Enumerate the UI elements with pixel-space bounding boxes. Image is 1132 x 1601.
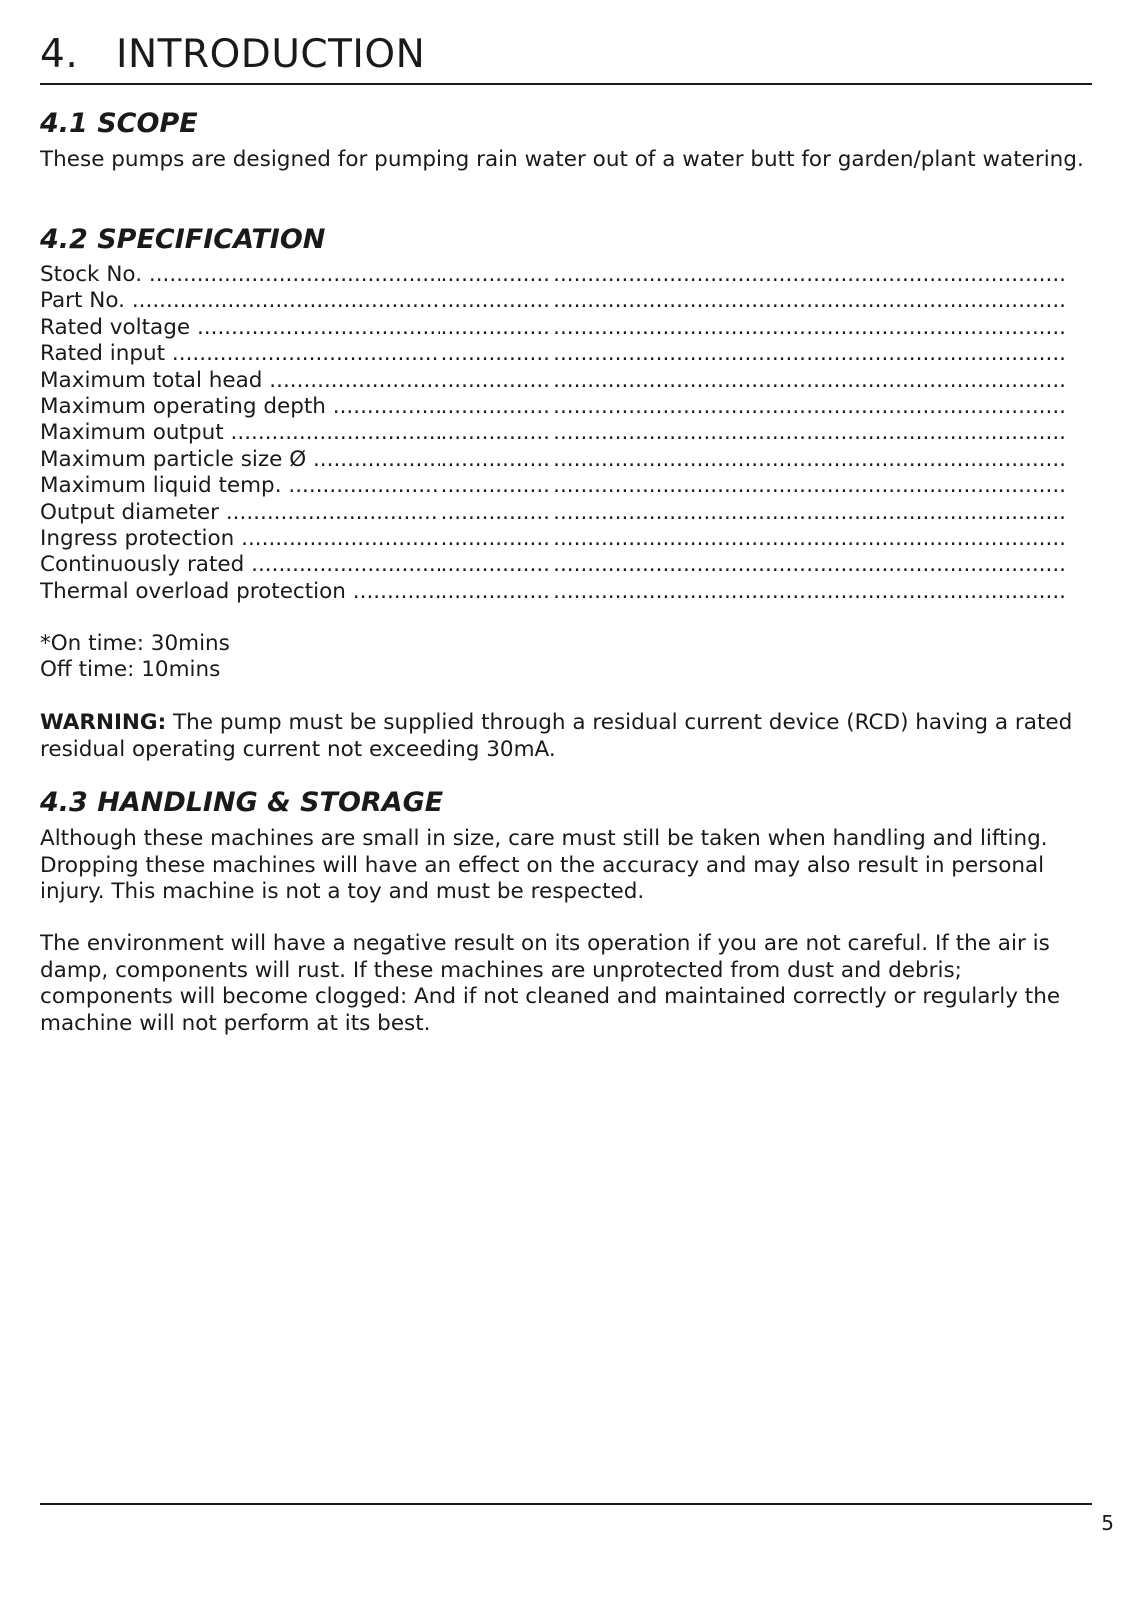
- spec-label: Output diameter .....: [40, 500, 440, 526]
- spec-value-3: [808, 368, 1068, 394]
- spec-value-1: [440, 473, 552, 499]
- specification-table: [40, 262, 1092, 605]
- spec-row: [40, 447, 1092, 473]
- spec-value-1: [440, 420, 552, 446]
- spec-value-3: [808, 500, 1068, 526]
- spec-row: [40, 500, 1092, 526]
- spec-label: Part No. .....: [40, 288, 440, 314]
- spec-value-2: [552, 552, 808, 578]
- spec-row: [40, 341, 1092, 367]
- handling-paragraph-2: The environment will have a negative result on its operation if you are not careful. If the air is damp, components will rust. If these machines are unprotected from dust and debris; components will become clogged: And if not cleaned and maintained correctly or regularly the machine will not perform at its best.: [40, 931, 1061, 1036]
- spec-value-1: [440, 341, 552, 367]
- chapter-title: [40, 32, 425, 77]
- spec-row: [40, 368, 1092, 394]
- scope-text: These pumps are designed for pumping rain water out of a water butt for garden/plant watering.: [40, 147, 1084, 172]
- spec-value-3: [808, 394, 1068, 420]
- spec-row: [40, 552, 1092, 578]
- spec-value-3: [808, 420, 1068, 446]
- spec-row: [40, 420, 1092, 446]
- handling-heading: 4.3 HANDLING & STORAGE: [40, 787, 444, 818]
- handling-paragraph-1: Although these machines are small in size, care must still be taken when handling and lifting. Dropping these machines will have an effect on the accuracy and may also result in personal injury. This machine is not a toy and must be respected.: [40, 826, 1048, 904]
- spec-value-3: [808, 473, 1068, 499]
- spec-value-2: [552, 262, 808, 288]
- warning-label: WARNING:: [40, 710, 167, 735]
- spec-value-1: [440, 262, 552, 288]
- on-time-note: *On time: 30mins: [40, 631, 230, 656]
- chapter-number: 4.: [40, 32, 79, 77]
- spec-value-1: [440, 288, 552, 314]
- spec-label: Maximum output .....: [40, 420, 440, 446]
- spec-value-3: [808, 315, 1068, 341]
- spec-label: Maximum particle size Ø .....: [40, 447, 440, 473]
- spec-value-3: [808, 447, 1068, 473]
- spec-label: Maximum liquid temp. .....: [40, 473, 440, 499]
- spec-row: [40, 315, 1092, 341]
- off-time-note: Off time: 10mins: [40, 657, 221, 682]
- specification-heading: 4.2 SPECIFICATION: [40, 224, 326, 255]
- spec-row: [40, 394, 1092, 420]
- spec-value-1: [440, 315, 552, 341]
- spec-value-2: [552, 447, 808, 473]
- spec-value-2: [552, 341, 808, 367]
- spec-value-1: [440, 579, 552, 605]
- spec-label: Stock No. .....: [40, 262, 440, 288]
- spec-value-1: [440, 368, 552, 394]
- spec-row: [40, 526, 1092, 552]
- spec-value-1: [440, 526, 552, 552]
- chapter-title-text: INTRODUCTION: [116, 32, 426, 77]
- spec-label: Rated voltage .....: [40, 315, 440, 341]
- spec-value-2: [552, 368, 808, 394]
- scope-heading: 4.1 SCOPE: [40, 108, 198, 139]
- spec-value-2: [552, 579, 808, 605]
- spec-row: [40, 473, 1092, 499]
- spec-value-3: [808, 526, 1068, 552]
- spec-value-1: [440, 394, 552, 420]
- warning-text: The pump must be supplied through a residual current device (RCD) having a rated residual operating current not exceeding 30mA.: [40, 710, 1073, 762]
- spec-value-2: [552, 473, 808, 499]
- spec-value-2: [552, 526, 808, 552]
- spec-label: Ingress protection .....: [40, 526, 440, 552]
- spec-value-3: [808, 341, 1068, 367]
- spec-value-1: [440, 500, 552, 526]
- spec-row: [40, 579, 1092, 605]
- spec-value-2: [552, 500, 808, 526]
- spec-label: Maximum total head .....: [40, 368, 440, 394]
- spec-label: Rated input .....: [40, 341, 440, 367]
- spec-value-2: [552, 394, 808, 420]
- rcd-warning: [40, 710, 1092, 763]
- spec-row: [40, 288, 1092, 314]
- page-number: 5: [1101, 1511, 1114, 1535]
- spec-value-2: [552, 420, 808, 446]
- spec-value-2: [552, 288, 808, 314]
- spec-label: Maximum operating depth .....: [40, 394, 440, 420]
- spec-value-3: [808, 288, 1068, 314]
- spec-label: Thermal overload protection .....: [40, 579, 440, 605]
- spec-value-1: [440, 447, 552, 473]
- top-divider: [40, 83, 1092, 85]
- spec-label: Continuously rated .....: [40, 552, 440, 578]
- spec-value-3: [808, 552, 1068, 578]
- spec-value-2: [552, 315, 808, 341]
- spec-value-1: [440, 552, 552, 578]
- spec-row: [40, 262, 1092, 288]
- spec-value-3: [808, 579, 1068, 605]
- bottom-divider: [40, 1503, 1092, 1505]
- spec-value-3: [808, 262, 1068, 288]
